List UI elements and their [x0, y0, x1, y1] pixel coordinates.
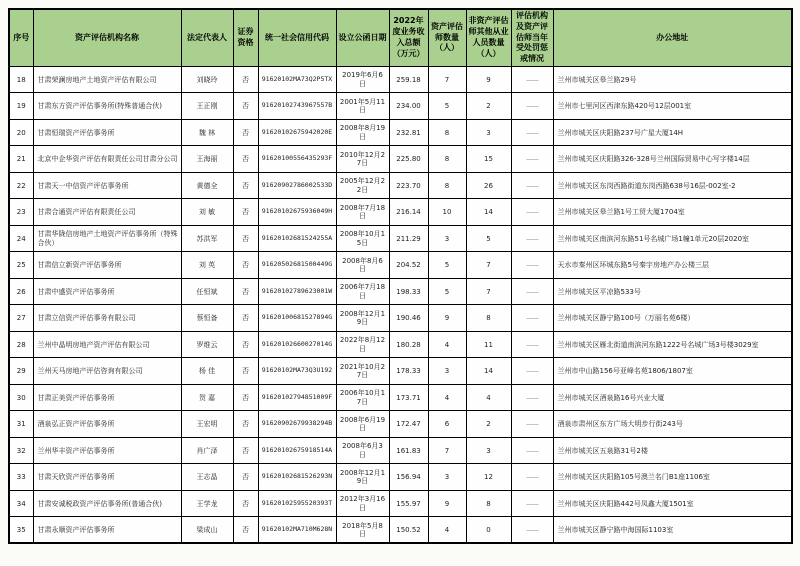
cell-address: 兰州市城关区庆阳路442号凤鑫大厦1501室 — [553, 490, 792, 517]
cell-income: 198.33 — [389, 278, 428, 305]
cell-no: 25 — [9, 252, 33, 279]
cell-no: 20 — [9, 119, 33, 146]
cell-rep: 王正刚 — [181, 93, 233, 120]
cell-appraisers: 5 — [428, 252, 466, 279]
cell-securities: 否 — [233, 146, 258, 173]
table-row — [9, 199, 792, 226]
header-agency-name: 资产评估机构名称 — [33, 9, 181, 66]
cell-credit_code: 91620102MA73Q2P5TX — [258, 66, 336, 93]
cell-other_staff: 4 — [466, 384, 511, 411]
cell-other_staff: 12 — [466, 464, 511, 491]
cell-date: 2008年8月19日 — [336, 119, 389, 146]
cell-date: 2008年6月19日 — [336, 411, 389, 438]
cell-address: 兰州市城关区庆阳路105号澳兰名门B1座1106室 — [553, 464, 792, 491]
cell-address: 兰州市城关区静宁路中海国际1103室 — [553, 517, 792, 544]
cell-date: 2006年10月17日 — [336, 384, 389, 411]
cell-date: 2008年12月19日 — [336, 305, 389, 332]
cell-credit_code: 91620502681500449G — [258, 252, 336, 279]
cell-income: 204.52 — [389, 252, 428, 279]
cell-name: 甘肃合通资产评估有限责任公司 — [33, 199, 181, 226]
cell-rep: 肖广泽 — [181, 437, 233, 464]
cell-securities: 否 — [233, 278, 258, 305]
cell-securities: 否 — [233, 119, 258, 146]
cell-income: 155.97 — [389, 490, 428, 517]
table-row — [9, 172, 792, 199]
cell-rep: 王志晶 — [181, 464, 233, 491]
cell-penalty: —— — [511, 411, 553, 438]
cell-credit_code: 91620902786002533D — [258, 172, 336, 199]
cell-no: 26 — [9, 278, 33, 305]
cell-name: 兰州华丰资产评估事务所 — [33, 437, 181, 464]
cell-no: 23 — [9, 199, 33, 226]
cell-other_staff: 14 — [466, 199, 511, 226]
cell-name: 甘肃恒瑞资产评估事务所 — [33, 119, 181, 146]
cell-appraisers: 10 — [428, 199, 466, 226]
cell-credit_code: 91620102660027014G — [258, 331, 336, 358]
cell-address: 兰州市城关区皋兰路29号 — [553, 66, 792, 93]
cell-address: 酒泉市肃州区东方广场大明步行街243号 — [553, 411, 792, 438]
cell-rep: 梁成山 — [181, 517, 233, 544]
cell-income: 180.28 — [389, 331, 428, 358]
cell-credit_code: 91620100681527894G — [258, 305, 336, 332]
table-row — [9, 119, 792, 146]
header-office-address: 办公地址 — [553, 9, 792, 66]
cell-penalty: —— — [511, 490, 553, 517]
cell-address: 兰州市城关区五泉路31号2楼 — [553, 437, 792, 464]
cell-other_staff: 11 — [466, 331, 511, 358]
cell-appraisers: 9 — [428, 490, 466, 517]
cell-date: 2012年3月16日 — [336, 490, 389, 517]
cell-penalty: —— — [511, 331, 553, 358]
cell-no: 31 — [9, 411, 33, 438]
cell-no: 32 — [9, 437, 33, 464]
cell-no: 19 — [9, 93, 33, 120]
cell-rep: 任恒斌 — [181, 278, 233, 305]
cell-other_staff: 7 — [466, 278, 511, 305]
cell-date: 2008年8月6日 — [336, 252, 389, 279]
table-body — [9, 66, 792, 543]
cell-appraisers: 3 — [428, 225, 466, 252]
cell-rep: 杨 佳 — [181, 358, 233, 385]
cell-name: 酒泉弘正资产评估事务所 — [33, 411, 181, 438]
table-row — [9, 331, 792, 358]
cell-securities: 否 — [233, 490, 258, 517]
cell-rep: 魏 林 — [181, 119, 233, 146]
cell-appraisers: 4 — [428, 384, 466, 411]
cell-income: 225.80 — [389, 146, 428, 173]
cell-rep: 王宏明 — [181, 411, 233, 438]
cell-address: 兰州市城关区静宁路100号（万丽名苑6楼） — [553, 305, 792, 332]
cell-penalty: —— — [511, 278, 553, 305]
cell-credit_code: 91620102MA710M628N — [258, 517, 336, 544]
cell-rep: 王学龙 — [181, 490, 233, 517]
table-row — [9, 464, 792, 491]
cell-other_staff: 2 — [466, 411, 511, 438]
header-appraiser-count: 资产评估师数量（人） — [428, 9, 466, 66]
cell-income: 211.29 — [389, 225, 428, 252]
cell-income: 161.83 — [389, 437, 428, 464]
table-row — [9, 146, 792, 173]
cell-appraisers: 5 — [428, 278, 466, 305]
cell-no: 24 — [9, 225, 33, 252]
cell-credit_code: 91620102794851009F — [258, 384, 336, 411]
cell-other_staff: 9 — [466, 66, 511, 93]
cell-appraisers: 4 — [428, 331, 466, 358]
cell-securities: 否 — [233, 93, 258, 120]
cell-securities: 否 — [233, 331, 258, 358]
header-establishment-date: 设立公函日期 — [336, 9, 389, 66]
cell-no: 34 — [9, 490, 33, 517]
cell-rep: 刘 英 — [181, 252, 233, 279]
cell-other_staff: 14 — [466, 358, 511, 385]
cell-income: 150.52 — [389, 517, 428, 544]
cell-other_staff: 15 — [466, 146, 511, 173]
cell-address: 兰州市城关区酒泉路16号兴业大厦 — [553, 384, 792, 411]
cell-name: 兰州中晶明房地产资产评估有限公司 — [33, 331, 181, 358]
cell-appraisers: 6 — [428, 411, 466, 438]
table-row — [9, 225, 792, 252]
cell-rep: 王海丽 — [181, 146, 233, 173]
cell-name: 甘肃永顺资产评估事务所 — [33, 517, 181, 544]
cell-name: 北京中企华资产评估有限责任公司甘肃分公司 — [33, 146, 181, 173]
cell-address: 天水市秦州区环城东路5号秦宇房地产办公楼三层 — [553, 252, 792, 279]
cell-credit_code: 91620102595520393T — [258, 490, 336, 517]
cell-penalty: —— — [511, 517, 553, 544]
cell-name: 甘肃信立新资产评估事务所 — [33, 252, 181, 279]
cell-securities: 否 — [233, 464, 258, 491]
cell-name: 甘肃天欣资产评估事务所 — [33, 464, 181, 491]
cell-income: 216.14 — [389, 199, 428, 226]
cell-securities: 否 — [233, 305, 258, 332]
cell-other_staff: 5 — [466, 225, 511, 252]
cell-date: 2019年6月6日 — [336, 66, 389, 93]
cell-appraisers: 8 — [428, 146, 466, 173]
cell-other_staff: 2 — [466, 93, 511, 120]
cell-date: 2018年5月8日 — [336, 517, 389, 544]
cell-appraisers: 8 — [428, 172, 466, 199]
spreadsheet-area — [8, 8, 793, 544]
cell-credit_code: 91620102681526293N — [258, 464, 336, 491]
table-row — [9, 490, 792, 517]
cell-date: 2021年10月27日 — [336, 358, 389, 385]
cell-rep: 刘 敏 — [181, 199, 233, 226]
cell-other_staff: 3 — [466, 119, 511, 146]
cell-securities: 否 — [233, 252, 258, 279]
cell-name: 甘肃天一中信资产评估事务所 — [33, 172, 181, 199]
cell-securities: 否 — [233, 66, 258, 93]
cell-penalty: —— — [511, 305, 553, 332]
cell-penalty: —— — [511, 172, 553, 199]
cell-no: 18 — [9, 66, 33, 93]
cell-no: 35 — [9, 517, 33, 544]
cell-securities: 否 — [233, 437, 258, 464]
table-row — [9, 93, 792, 120]
cell-income: 190.46 — [389, 305, 428, 332]
cell-appraisers: 3 — [428, 464, 466, 491]
cell-rep: 黄德全 — [181, 172, 233, 199]
cell-name: 甘肃荣澜房地产土地资产评估有限公司 — [33, 66, 181, 93]
cell-rep: 苏洪军 — [181, 225, 233, 252]
cell-appraisers: 5 — [428, 93, 466, 120]
cell-securities: 否 — [233, 411, 258, 438]
cell-name: 甘肃正美资产评估事务所 — [33, 384, 181, 411]
header-row — [9, 9, 792, 66]
cell-penalty: —— — [511, 358, 553, 385]
cell-date: 2022年8月12日 — [336, 331, 389, 358]
table-row — [9, 66, 792, 93]
cell-credit_code: 91620102789623001W — [258, 278, 336, 305]
cell-penalty: —— — [511, 93, 553, 120]
cell-address: 兰州市七里河区西津东路420号12层001室 — [553, 93, 792, 120]
asset-valuation-agencies-table — [8, 8, 793, 544]
cell-securities: 否 — [233, 358, 258, 385]
cell-no: 30 — [9, 384, 33, 411]
cell-date: 2008年7月18日 — [336, 199, 389, 226]
cell-address: 兰州市中山路156号亚峰名苑1806/1807室 — [553, 358, 792, 385]
cell-date: 2010年12月27日 — [336, 146, 389, 173]
cell-address: 兰州市城关区东岗西路街道东岗西路638号16层-002室-2 — [553, 172, 792, 199]
cell-income: 156.94 — [389, 464, 428, 491]
table-row — [9, 252, 792, 279]
cell-penalty: —— — [511, 252, 553, 279]
cell-appraisers: 8 — [428, 119, 466, 146]
header-securities-qualification: 证券资格 — [233, 9, 258, 66]
cell-securities: 否 — [233, 225, 258, 252]
cell-credit_code: 91620902679938294B — [258, 411, 336, 438]
header-penalty-status: 评估机构及资产评估师当年受处罚惩戒情况 — [511, 9, 553, 66]
cell-penalty: —— — [511, 437, 553, 464]
cell-securities: 否 — [233, 384, 258, 411]
table-row — [9, 278, 792, 305]
cell-income: 173.71 — [389, 384, 428, 411]
table-row — [9, 384, 792, 411]
header-other-staff-count: 非资产评估师其他从业人员数量（人） — [466, 9, 511, 66]
header-2022-income: 2022年度业务收入总额（万元） — [389, 9, 428, 66]
cell-appraisers: 9 — [428, 305, 466, 332]
cell-address: 兰州市城关区平凉路533号 — [553, 278, 792, 305]
cell-name: 甘肃安诚税政资产评估事务所(普通合伙) — [33, 490, 181, 517]
table-row — [9, 305, 792, 332]
cell-address: 兰州市城关区皋兰路1号工贸大厦1704室 — [553, 199, 792, 226]
cell-name: 甘肃东方资产评估事务所(特殊普通合伙) — [33, 93, 181, 120]
cell-appraisers: 7 — [428, 66, 466, 93]
table-header — [9, 9, 792, 66]
cell-income: 259.18 — [389, 66, 428, 93]
cell-appraisers: 7 — [428, 437, 466, 464]
cell-no: 22 — [9, 172, 33, 199]
cell-no: 29 — [9, 358, 33, 385]
table-row — [9, 517, 792, 544]
cell-date: 2008年12月19日 — [336, 464, 389, 491]
cell-income: 223.70 — [389, 172, 428, 199]
cell-credit_code: 91620100556435293F — [258, 146, 336, 173]
cell-date: 2006年7月18日 — [336, 278, 389, 305]
cell-rep: 刘晓玲 — [181, 66, 233, 93]
cell-penalty: —— — [511, 199, 553, 226]
cell-date: 2008年10月15日 — [336, 225, 389, 252]
cell-name: 甘肃中盛资产评估事务所 — [33, 278, 181, 305]
cell-no: 21 — [9, 146, 33, 173]
cell-appraisers: 4 — [428, 517, 466, 544]
cell-appraisers: 3 — [428, 358, 466, 385]
cell-rep: 罗维云 — [181, 331, 233, 358]
cell-no: 27 — [9, 305, 33, 332]
cell-address: 兰州市城关区南滨河东路51号名城广场1幢1单元20层2020室 — [553, 225, 792, 252]
cell-penalty: —— — [511, 384, 553, 411]
cell-no: 28 — [9, 331, 33, 358]
table-row — [9, 437, 792, 464]
cell-name: 兰州天马房地产评估咨询有限公司 — [33, 358, 181, 385]
cell-address: 兰州市城关区雁北街道南滨河东路1222号名城广场3号楼3029室 — [553, 331, 792, 358]
cell-penalty: —— — [511, 119, 553, 146]
header-legal-representative: 法定代表人 — [181, 9, 233, 66]
header-no: 序号 — [9, 9, 33, 66]
table-row — [9, 358, 792, 385]
cell-credit_code: 91620102743967557B — [258, 93, 336, 120]
cell-penalty: —— — [511, 225, 553, 252]
cell-date: 2005年12月22日 — [336, 172, 389, 199]
cell-rep: 贺 嘉 — [181, 384, 233, 411]
cell-no: 33 — [9, 464, 33, 491]
cell-date: 2001年5月11日 — [336, 93, 389, 120]
cell-other_staff: 8 — [466, 490, 511, 517]
cell-credit_code: 91620102681524255A — [258, 225, 336, 252]
cell-credit_code: 91620102675942020E — [258, 119, 336, 146]
cell-credit_code: 91620102675936049H — [258, 199, 336, 226]
cell-date: 2008年6月3日 — [336, 437, 389, 464]
cell-address: 兰州市城关区庆阳路326-328号兰州国际贸易中心写字楼14层 — [553, 146, 792, 173]
cell-securities: 否 — [233, 517, 258, 544]
cell-securities: 否 — [233, 172, 258, 199]
cell-penalty: —— — [511, 464, 553, 491]
cell-income: 172.47 — [389, 411, 428, 438]
cell-other_staff: 26 — [466, 172, 511, 199]
cell-other_staff: 8 — [466, 305, 511, 332]
header-credit-code: 统一社会信用代码 — [258, 9, 336, 66]
cell-other_staff: 7 — [466, 252, 511, 279]
cell-securities: 否 — [233, 199, 258, 226]
cell-name: 甘肃华陇信房地产土地资产评估事务所（特殊合伙） — [33, 225, 181, 252]
cell-address: 兰州市城关区庆阳路237号广星大厦14H — [553, 119, 792, 146]
cell-other_staff: 0 — [466, 517, 511, 544]
cell-other_staff: 3 — [466, 437, 511, 464]
cell-rep: 蔡恒备 — [181, 305, 233, 332]
cell-income: 234.00 — [389, 93, 428, 120]
cell-penalty: —— — [511, 66, 553, 93]
cell-credit_code: 91620102MA73Q3U192 — [258, 358, 336, 385]
cell-income: 232.81 — [389, 119, 428, 146]
table-row — [9, 411, 792, 438]
cell-name: 甘肃立信资产评估事务有限公司 — [33, 305, 181, 332]
cell-income: 178.33 — [389, 358, 428, 385]
cell-credit_code: 91620102675918514A — [258, 437, 336, 464]
cell-penalty: —— — [511, 146, 553, 173]
